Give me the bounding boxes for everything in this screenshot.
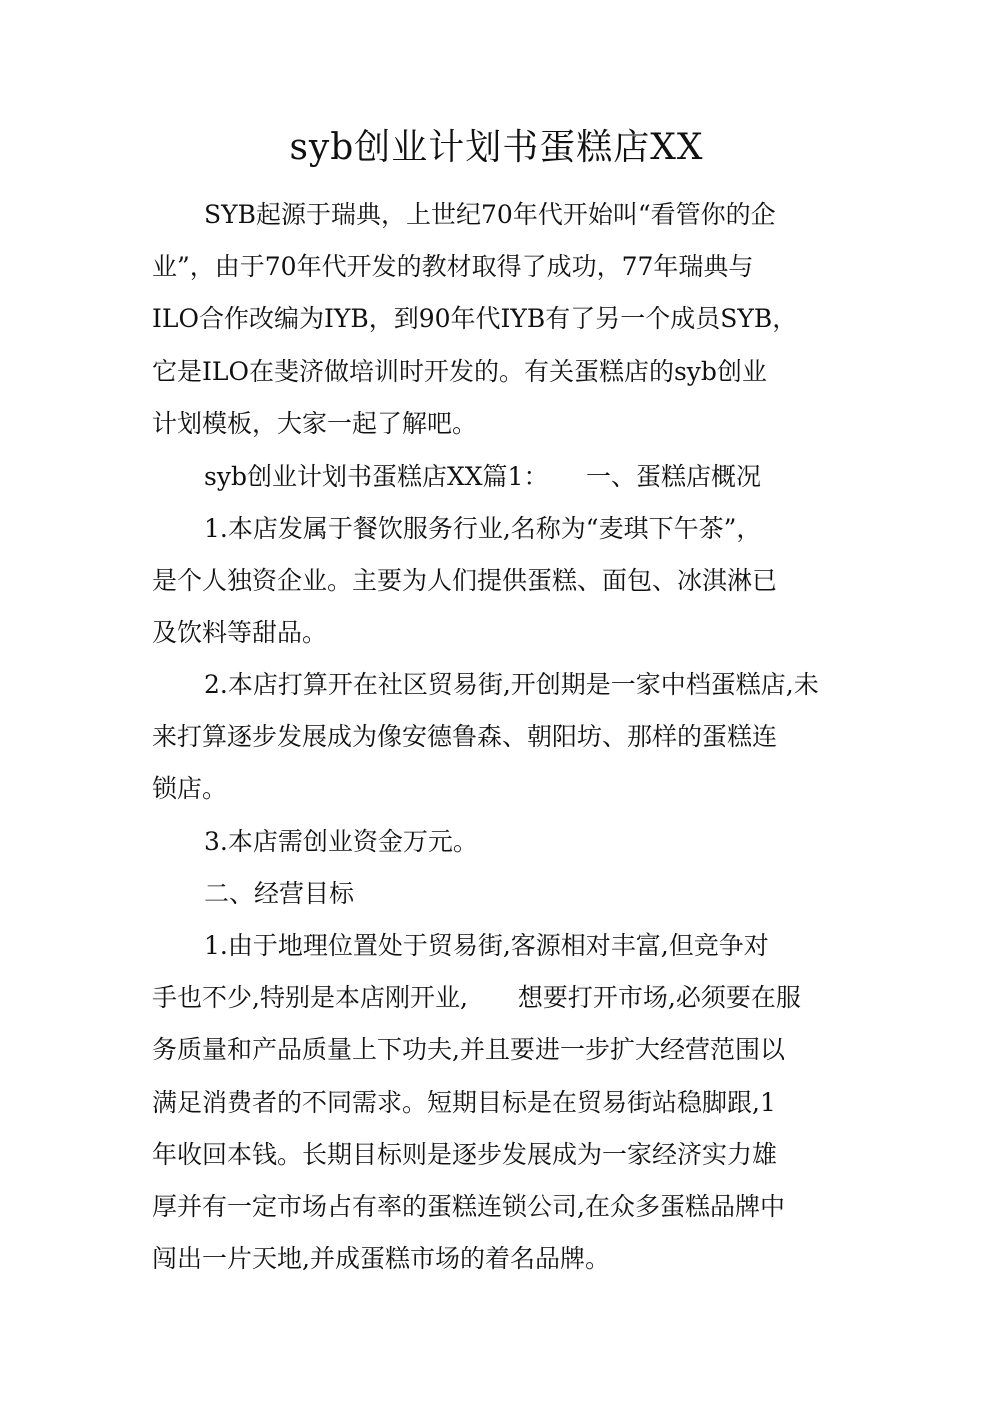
paragraph-line: 它是ILO在斐济做培训时开发的。有关蛋糕店的syb创业 [152, 357, 767, 386]
paragraph-line: 来打算逐步发展成为像安德鲁森、朝阳坊、那样的蛋糕连 [152, 722, 778, 751]
paragraph-line: 手也不少,特别是本店刚开业, 想要打开市场,必须要在服 [152, 983, 801, 1012]
paragraph-line: 务质量和产品质量上下功夫,并且要进一步扩大经营范围以 [152, 1035, 785, 1064]
document-title: syb创业计划书蛋糕店XX [289, 127, 704, 168]
paragraph-line: SYB起源于瑞典，上世纪70年代开始叫“看管你的企 [204, 200, 776, 229]
paragraph-line: 3.本店需创业资金万元。 [204, 827, 478, 856]
section-heading: 二、经营目标 [204, 879, 355, 908]
paragraph-line: 2.本店打算开在社区贸易街,开创期是一家中档蛋糕店,未 [204, 670, 819, 699]
paragraph-line: 是个人独资企业。主要为人们提供蛋糕、面包、冰淇淋已 [152, 566, 778, 595]
paragraph-line: 满足消费者的不同需求。短期目标是在贸易街站稳脚跟,1 [152, 1088, 776, 1117]
paragraph-line: 1.由于地理位置处于贸易街,客源相对丰富,但竞争对 [204, 931, 769, 960]
paragraph-line: 1.本店发属于餐饮服务行业,名称为“麦琪下午茶”， [204, 514, 762, 543]
paragraph-line: 厚并有一定市场占有率的蛋糕连锁公司,在众多蛋糕品牌中 [152, 1192, 785, 1221]
paragraph-line: 年收回本钱。长期目标则是逐步发展成为一家经济实力雄 [152, 1140, 778, 1169]
paragraph-line: 及饮料等甜品。 [152, 618, 328, 647]
paragraph-line: ILO合作改编为IYB，到90年代IYB有了另一个成员SYB， [152, 304, 798, 333]
paragraph-line: 业”，由于70年代开发的教材取得了成功，77年瑞典与 [152, 252, 754, 281]
paragraph-line: 计划模板，大家一起了解吧。 [152, 409, 478, 438]
section-heading-line: syb创业计划书蛋糕店XX篇1： 一、蛋糕店概况 [204, 462, 761, 491]
paragraph-line: 锁店。 [152, 774, 228, 803]
paragraph-line: 闯出一片天地,并成蛋糕市场的着名品牌。 [152, 1244, 610, 1273]
